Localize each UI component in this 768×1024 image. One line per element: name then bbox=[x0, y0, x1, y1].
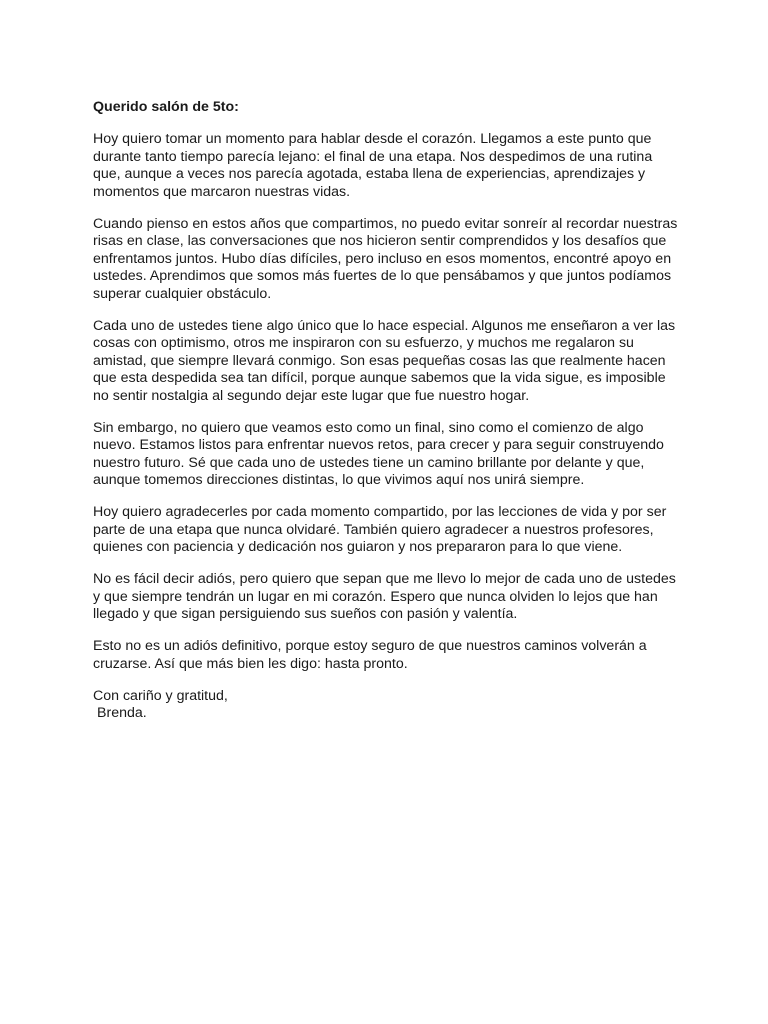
letter-paragraph-5: Hoy quiero agradecerles por cada momento compartido, por las lecciones de vida y por ser parte de una etapa que nunca olvidaré. También quiero agradecer a nuestros profesores, quienes con paciencia y dedicación nos guiaron y nos prepararon para lo que viene. bbox=[93, 504, 667, 555]
letter-paragraph-7: Esto no es un adiós definitivo, porque estoy seguro de que nuestros caminos volverán a cruzarse. Así que más bien les digo: hasta pronto. bbox=[93, 638, 647, 672]
letter-paragraph-3: Cada uno de ustedes tiene algo único que lo hace especial. Algunos me enseñaron a ver las cosas con optimismo, otros me inspiraron con su esfuerzo, y muchos me regalaron su amistad, que siempre llevará conmigo. Son esas pequeñas cosas las que realmente hacen que esta despedida sea tan difícil, porque aunque sabemos que la vida sigue, es imposible no sentir nostalgia al segundo dejar este lugar que fue nuestro hogar. bbox=[93, 317, 676, 404]
letter-greeting: Querido salón de 5to: bbox=[93, 99, 239, 115]
letter-signature: Brenda. bbox=[97, 705, 147, 721]
letter-paragraph-2: Cuando pienso en estos años que compartimos, no puedo evitar sonreír al recordar nuestras risas en clase, las conversaciones que nos hicieron sentir comprendidos y los desafíos que enfrentamos juntos. Hubo días difíciles, pero incluso en esos momentos, encontré apoyo en ustedes. Aprendimos que somos más fuertes de lo que pensábamos y que juntos podíamos superar cualquier obstáculo. bbox=[93, 215, 678, 302]
letter-closing: Con cariño y gratitud, bbox=[93, 687, 228, 704]
letter-paragraph-1: Hoy quiero tomar un momento para hablar desde el corazón. Llegamos a este punto que durante tanto tiempo parecía lejano: el final de una etapa. Nos despedimos de una rutina que, aunque a veces nos parecía agotada, estaba llena de experiencias, aprendizajes y momentos que marcaron nuestras vidas. bbox=[93, 131, 653, 200]
letter-paragraph-4: Sin embargo, no quiero que veamos esto como un final, sino como el comienzo de algo nuevo. Estamos listos para enfrentar nuevos retos, para crecer y para seguir construyendo nuestro futuro. Sé que cada uno de ustedes tiene un camino brillante por delante y que, aunque tomemos direcciones distintas, lo que vivimos aquí nos unirá siempre. bbox=[93, 419, 664, 488]
letter-page bbox=[93, 99, 678, 723]
letter-paragraph-6: No es fácil decir adiós, pero quiero que sepan que me llevo lo mejor de cada uno de ustedes y que siempre tendrán un lugar en mi corazón. Espero que nunca olviden lo lejos que han llegado y que sigan persiguiendo sus sueños con pasión y valentía. bbox=[93, 571, 676, 622]
